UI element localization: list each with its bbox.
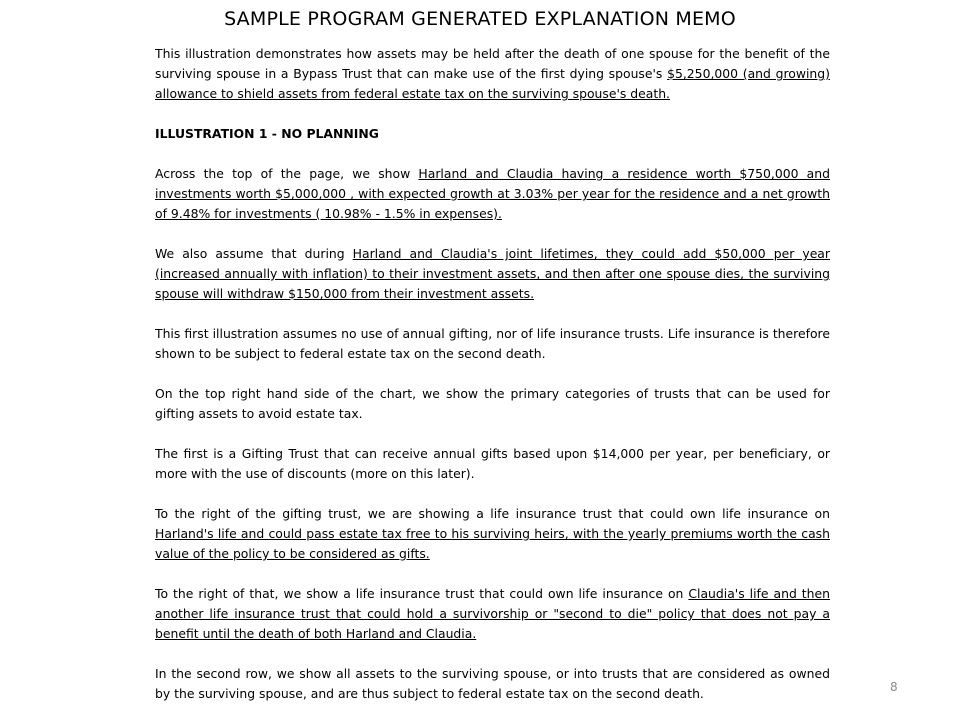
underlined-text: Claudia's life and then another life insurance trust that could hold a survivorship or "second to die" policy that does not pay a benefit until the death of both Harland and Claudia. [155,586,830,641]
paragraph-assets [155,164,830,224]
paragraph-text: Across the top of the page, we show [155,166,419,181]
underlined-text: $5,250,000 (and growing) allowance to shield assets from federal estate tax on the surviving spouse's death. [155,66,830,101]
paragraph-insurance-harland [155,504,830,564]
paragraph-second-row: In the second row, we show all assets to the surviving spouse, or into trusts that are considered as owned by the surviving spouse, and are thus subject to federal estate tax on the second death. [155,666,830,701]
section-heading: ILLUSTRATION 1 - NO PLANNING [155,126,379,141]
memo-body [155,44,830,724]
underlined-text: Harland's life and could pass estate tax free to his surviving heirs, with the yearly premiums worth the cash value of the policy to be considered as gifts. [155,526,830,561]
page-number: 8 [890,680,898,694]
paragraph-gifting-trust: The first is a Gifting Trust that can receive annual gifts based upon $14,000 per year, per beneficiary, or more with the use of discounts (more on this later). [155,446,830,481]
underlined-text: Harland and Claudia having a residence worth $750,000 and investments worth $5,000,000 , with expected growth at 3.03% per year for the residence and a net growth of 9.48% for investments ( 10.98% - 1.5% in expenses). [155,166,830,221]
paragraph-text: To the right of the gifting trust, we are showing a life insurance trust that could own life insurance on [155,506,830,521]
page-title: SAMPLE PROGRAM GENERATED EXPLANATION MEMO [224,8,736,30]
paragraph-text: This illustration demonstrates how assets may be held after the death of one spouse for the benefit of the surviving spouse in a Bypass Trust that can make use of the first dying spouse's [155,46,830,81]
underlined-text: Harland and Claudia's joint lifetimes, they could add $50,000 per year (increased annually with inflation) to their investment assets, and then after one spouse dies, the surviving spouse will withdraw $150,000 from their investment assets. [155,246,830,301]
paragraph-intro [155,44,830,104]
paragraph-text: We also assume that during [155,246,353,261]
paragraph-no-gifting: This first illustration assumes no use of annual gifting, nor of life insurance trusts. Life insurance is therefore shown to be subject to federal estate tax on the second death. [155,326,830,361]
paragraph-insurance-claudia [155,584,830,644]
paragraph-contributions [155,244,830,304]
paragraph-text: To the right of that, we show a life insurance trust that could own life insurance on [155,586,689,601]
paragraph-trust-categories: On the top right hand side of the chart, we show the primary categories of trusts that can be used for gifting assets to avoid estate tax. [155,386,830,421]
